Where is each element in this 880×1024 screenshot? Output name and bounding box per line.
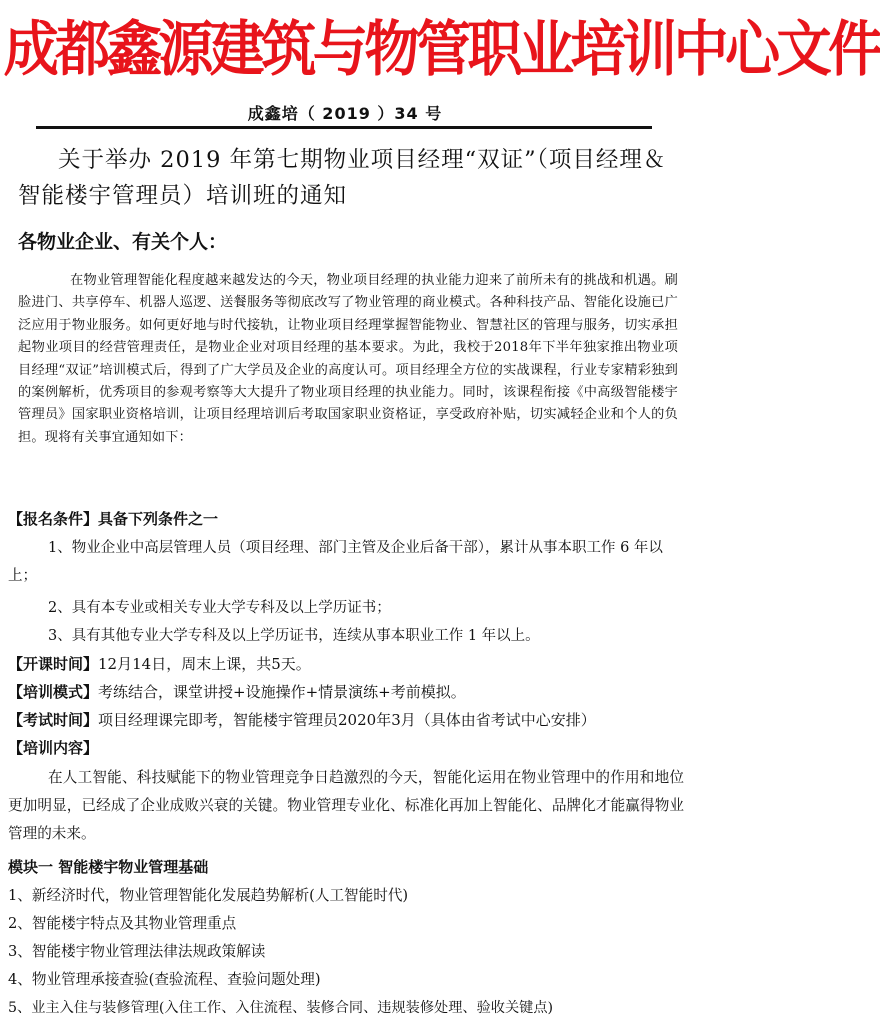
org-letterhead-title: 成都鑫源建筑与物管职业培训中心文件 bbox=[3, 15, 880, 85]
salutation: 各物业企业、有关个人： bbox=[18, 231, 228, 253]
exam-time-text: 项目经理课完即考，智能楼宇管理员2020年3月（具体由省考试中心安排） bbox=[98, 711, 596, 729]
training-mode-section bbox=[8, 679, 684, 705]
registration-item: 1、物业企业中高层管理人员（项目经理、部门主管及企业后备干部），累计从事本职工作 6 年以上； bbox=[8, 540, 663, 584]
module-item: 4、物业管理承接查验(查验流程、查验问题处理) bbox=[8, 971, 321, 988]
registration-section bbox=[8, 506, 684, 532]
content-section bbox=[8, 735, 684, 761]
registration-label: 【报名条件】 bbox=[8, 510, 99, 528]
start-time-text: 12月14日，周末上课，共5天。 bbox=[98, 655, 311, 673]
module-item: 5、业主入住与装修管理(入住工作、入住流程、装修合同、违规装修处理、验收关键点) bbox=[8, 1000, 554, 1016]
module-item: 2、智能楼宇特点及其物业管理重点 bbox=[8, 915, 237, 932]
content-label: 【培训内容】 bbox=[8, 739, 99, 757]
start-time-section bbox=[8, 651, 684, 677]
intro-paragraph: 在物业管理智能化程度越来越发达的今天，物业项目经理的执业能力迎来了前所未有的挑战和机遇。刷脸进门、共享停车、机器人巡逻、送餐服务等彻底改写了物业管理的商业模式。各种科技产品、智能化设施已广泛应用于物业服务。如何更好地与时代接轨，让物业项目经理掌握智能物业、智慧社区的管理与服务，切实承担起物业项目的经营管理责任，是物业企业对项目经理的基本要求。为此，我校于2018年下半年独家推出物业项目经理“双证”培训模式后，得到了广大学员及企业的高度认可。项目经理全方位的实战课程，行业专家精彩独到的案例解析，优秀项目的参观考察等大大提升了物业项目经理的执业能力。同时，该课程衔接《中高级智能楼宇管理员》国家职业资格培训，让项目经理培训后考取国家职业资格证，享受政府补贴，切实减轻企业和个人的负担。现将有关事宜通知如下： bbox=[18, 273, 678, 445]
module-title: 模块一 智能楼宇物业管理基础 bbox=[8, 858, 209, 876]
start-time-label: 【开课时间】 bbox=[8, 655, 99, 673]
training-mode-label: 【培训模式】 bbox=[8, 683, 99, 701]
module-item: 1、新经济时代，物业管理智能化发展趋势解析(人工智能时代) bbox=[8, 887, 409, 904]
registration-text: 具备下列条件之一 bbox=[98, 510, 219, 528]
document-number: 成鑫培（ 2019 ）34 号 bbox=[247, 104, 443, 123]
registration-item: 2、具有本专业或相关专业大学专科及以上学历证书； bbox=[48, 600, 391, 616]
header-divider bbox=[36, 126, 652, 129]
registration-item: 3、具有其他专业大学专科及以上学历证书，连续从事本职业工作 1 年以上。 bbox=[48, 628, 540, 644]
exam-time-label: 【考试时间】 bbox=[8, 711, 99, 729]
content-paragraph: 在人工智能、科技赋能下的物业管理竞争日趋激烈的今天，智能化运用在物业管理中的作用和地位更加明显，已经成了企业成败兴衰的关键。物业管理专业化、标准化再加上智能化、品牌化才能赢得物业管理的未来。 bbox=[8, 769, 684, 842]
training-mode-text: 考练结合，课堂讲授+设施操作+情景演练+考前模拟。 bbox=[98, 683, 466, 701]
notice-title: 关于举办 2019 年第七期物业项目经理“双证”（项目经理＆智能楼宇管理员）培训班的通知 bbox=[18, 147, 667, 209]
exam-time-section bbox=[8, 707, 684, 733]
module-item: 3、智能楼宇物业管理法律法规政策解读 bbox=[8, 943, 266, 960]
